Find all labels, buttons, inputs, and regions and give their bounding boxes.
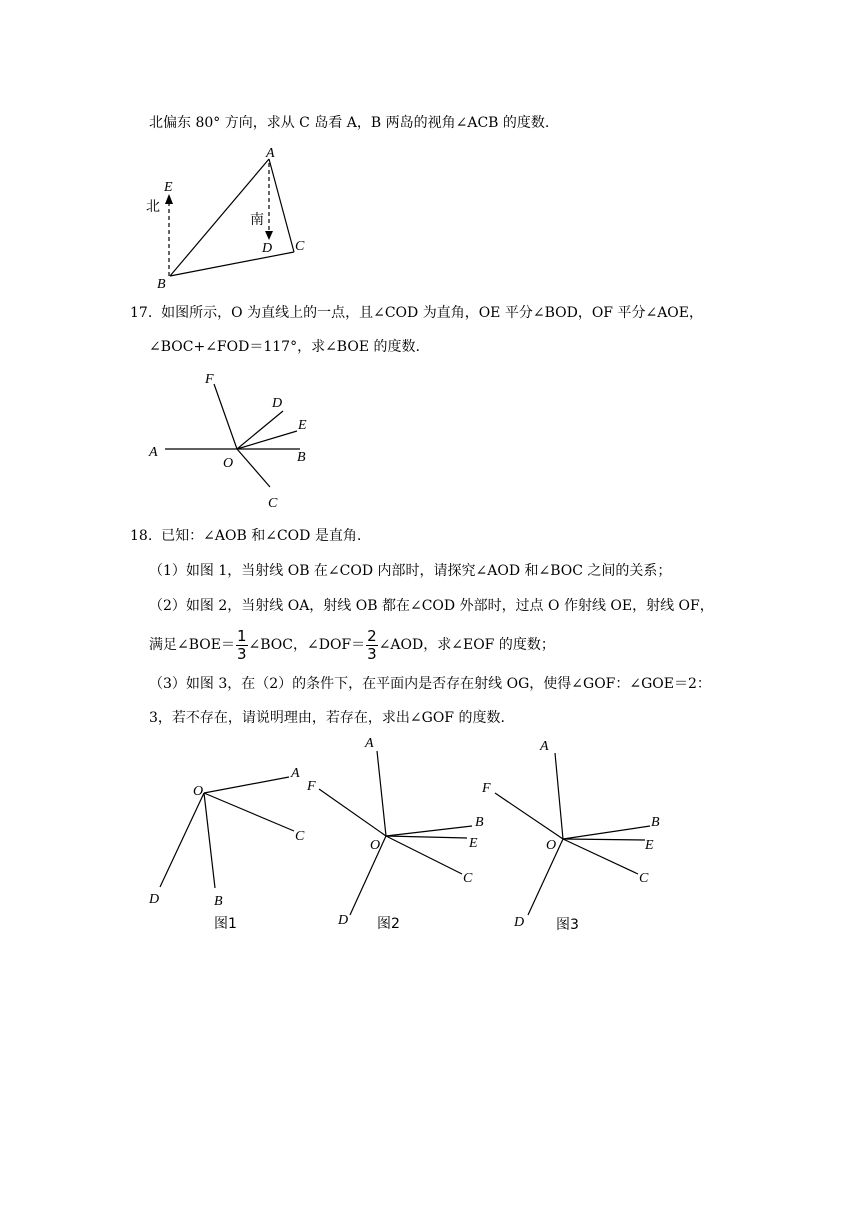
label-O: O bbox=[223, 456, 234, 471]
q16-text-line: 北偏东 80° 方向，求从 C 岛看 A，B 两岛的视角∠ACB 的度数. bbox=[149, 115, 550, 131]
caption-figure-1: 图1 bbox=[214, 916, 237, 932]
label-C: C bbox=[639, 871, 649, 886]
label-C: C bbox=[295, 239, 305, 254]
q18-part-2-text-c: ∠AOD，求∠EOF 的度数； bbox=[378, 637, 555, 653]
label-F: F bbox=[307, 779, 316, 794]
label-north: 北 bbox=[146, 199, 160, 215]
ray-OA bbox=[555, 753, 563, 839]
q17-line-2: ∠BOC+∠FOD＝117°，求∠BOE 的度数. bbox=[149, 339, 420, 355]
ray-OF bbox=[495, 793, 563, 839]
label-C: C bbox=[268, 496, 278, 511]
q17-number: 17. bbox=[130, 305, 153, 321]
label-D: D bbox=[514, 915, 525, 930]
fraction-two-thirds: $\frac{2}{3}$ bbox=[367, 626, 377, 663]
label-D: D bbox=[262, 241, 273, 256]
label-A: A bbox=[365, 736, 374, 751]
ray-OB bbox=[563, 826, 650, 839]
label-F: F bbox=[205, 372, 214, 387]
label-A: A bbox=[291, 766, 300, 781]
q18-stem: 已知：∠AOB 和∠COD 是直角. bbox=[161, 528, 362, 544]
fraction-one-third: $\frac{1}{3}$ bbox=[236, 626, 247, 663]
ray-OE bbox=[563, 839, 645, 840]
q18-part-2-text-b: ∠BOC，∠DOF＝ bbox=[248, 637, 366, 653]
label-A: A bbox=[266, 146, 275, 161]
label-south: 南 bbox=[250, 212, 264, 228]
q18-number: 18. bbox=[130, 528, 153, 544]
label-C: C bbox=[295, 829, 305, 844]
label-B: B bbox=[157, 277, 166, 292]
label-O: O bbox=[546, 838, 557, 853]
q18-part-2-text-a: 满足∠BOE＝ bbox=[149, 637, 235, 653]
caption-figure-3: 图3 bbox=[556, 917, 579, 933]
label-C: C bbox=[463, 871, 473, 886]
label-D: D bbox=[149, 892, 160, 907]
label-A: A bbox=[149, 445, 158, 460]
q18-part-2-line-1: （2）如图 2，当射线 OA，射线 OB 都在∠COD 外部时，过点 O 作射线 OE，射线 OF， bbox=[149, 598, 714, 614]
caption-figure-2: 图2 bbox=[377, 916, 400, 932]
label-B: B bbox=[651, 815, 660, 830]
q18-part-3-line-1: （3）如图 3，在（2）的条件下，在平面内是否存在射线 OG，使得∠GOF：∠GOE＝2： bbox=[149, 676, 711, 692]
label-B: B bbox=[297, 450, 306, 465]
label-E: E bbox=[298, 418, 307, 433]
q18-part-3-line-2: 3，若不存在，请说明理由，若存在，求出∠GOF 的度数. bbox=[149, 710, 505, 726]
label-D: D bbox=[338, 913, 349, 928]
label-E: E bbox=[164, 180, 173, 195]
label-E: E bbox=[645, 838, 654, 853]
label-O: O bbox=[193, 784, 204, 799]
label-O: O bbox=[370, 838, 381, 853]
label-F: F bbox=[482, 781, 491, 796]
q18-part-1: （1）如图 1，当射线 OB 在∠COD 内部时，请探究∠AOD 和∠BOC 之间的关系； bbox=[149, 563, 672, 579]
label-D: D bbox=[272, 396, 283, 411]
label-B: B bbox=[214, 894, 223, 909]
label-E: E bbox=[469, 836, 478, 851]
label-A: A bbox=[540, 739, 549, 754]
label-B: B bbox=[475, 815, 484, 830]
q17-text-1: 如图所示，O 为直线上的一点，且∠COD 为直角，OE 平分∠BOD，OF 平分∠AOE， bbox=[161, 305, 704, 321]
ray-OC bbox=[563, 839, 638, 874]
